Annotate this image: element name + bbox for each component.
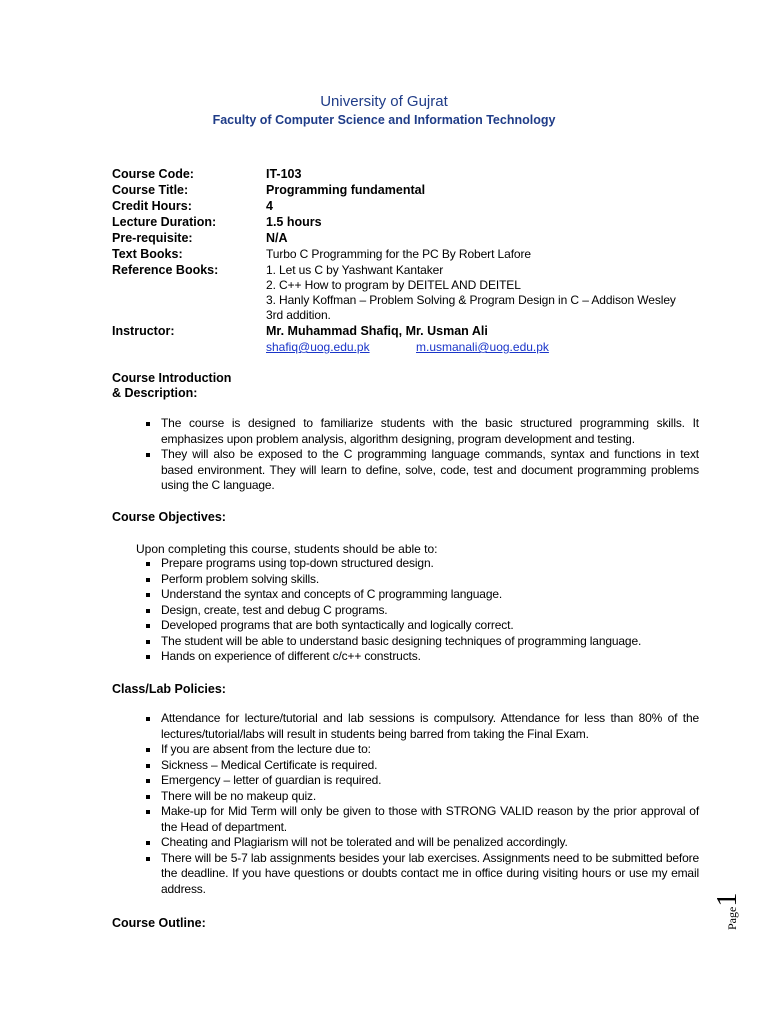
reference-book-2: 2. C++ How to program by DEITEL AND DEITEL [266,278,521,292]
text-books-label: Text Books: [112,247,183,261]
email-link-shafiq[interactable]: shafiq@uog.edu.pk [266,340,370,354]
email-link-usman[interactable]: m.usmanali@uog.edu.pk [416,340,549,354]
page-number [700,872,750,932]
objectives-lead: Upon completing this course, students should be able to: [136,542,438,556]
course-code-value: IT-103 [266,167,302,181]
intro-bullet-list [146,416,699,494]
page-number-value: 1 [712,892,743,907]
list-item: The course is designed to familiarize students with the basic structured programming skills. It emphasizes upon problem analysis, algorithm designing, program development and testing. [146,416,699,447]
course-title-label: Course Title: [112,183,189,197]
list-item: Understand the syntax and concepts of C programming language. [146,587,699,603]
instructor-value: Mr. Muhammad Shafiq, Mr. Usman Ali [266,324,488,338]
policies-heading: Class/Lab Policies: [112,682,226,696]
list-item: Emergency – letter of guardian is required. [146,773,699,789]
credit-hours-label: Credit Hours: [112,199,192,213]
reference-book-1: 1. Let us C by Yashwant Kantaker [266,263,444,277]
instructor-label: Instructor: [112,324,175,338]
intro-heading-line1: Course Introduction [112,371,232,385]
list-item: Prepare programs using top-down structured design. [146,556,699,572]
list-item: Design, create, test and debug C programs. [146,603,699,619]
list-item: The student will be able to understand basic designing techniques of programming language. [146,634,699,650]
reference-book-3: 3. Hanly Koffman – Problem Solving & Program Design in C – Addison Wesley [266,293,676,307]
list-item: Make-up for Mid Term will only be given to those with STRONG VALID reason by the prior approval of the Head of department. [146,804,699,835]
list-item: They will also be exposed to the C programming language commands, syntax and functions in text based environment. They will learn to define, solve, code, test and document programming problems using the C language. [146,447,699,494]
list-item: There will be no makeup quiz. [146,789,699,805]
text-books-value: Turbo C Programming for the PC By Robert Lafore [266,247,531,261]
list-item: Hands on experience of different c/c++ constructs. [146,649,699,665]
lecture-duration-value: 1.5 hours [266,215,322,229]
page-word: Page [725,906,739,930]
faculty-title: Faculty of Computer Science and Information Technology [212,113,556,127]
list-item: If you are absent from the lecture due to: [146,742,699,758]
list-item: Cheating and Plagiarism will not be tolerated and will be penalized accordingly. [146,835,699,851]
objectives-bullet-list [146,556,699,665]
course-code-label: Course Code: [112,167,194,181]
outline-heading: Course Outline: [112,916,206,930]
lecture-duration-label: Lecture Duration: [112,215,217,229]
course-title-value: Programming fundamental [266,183,426,197]
objectives-heading: Course Objectives: [112,510,226,524]
list-item: Sickness – Medical Certificate is required. [146,758,699,774]
prerequisite-value: N/A [266,231,288,245]
credit-hours-value: 4 [266,199,273,213]
policies-bullet-list [146,711,699,897]
list-item: Developed programs that are both syntactically and logically correct. [146,618,699,634]
prerequisite-label: Pre-requisite: [112,231,193,245]
list-item: There will be 5-7 lab assignments besides your lab exercises. Assignments need to be submitted before the deadline. If you have questions or doubts contact me in office during visiting hours or use my email address. [146,851,699,898]
list-item: Perform problem solving skills. [146,572,699,588]
list-item: Attendance for lecture/tutorial and lab sessions is compulsory. Attendance for less than 80% of the lectures/tutorial/labs will result in students being barred from taking the Final Exam. [146,711,699,742]
university-title: University of Gujrat [320,93,448,110]
intro-heading-line2: & Description: [112,386,198,400]
reference-book-3-cont: 3rd addition. [266,308,331,322]
reference-books-label: Reference Books: [112,263,219,277]
